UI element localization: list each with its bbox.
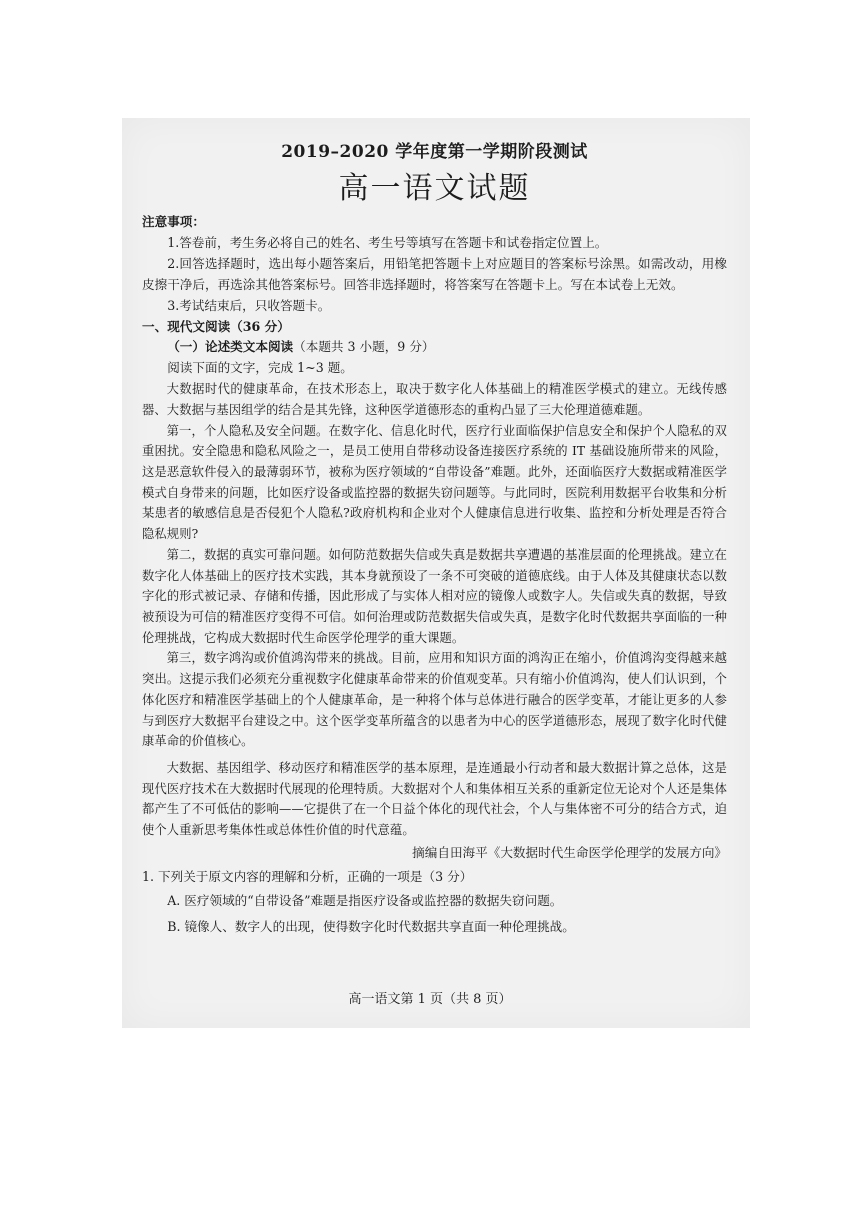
page-footer: 高一语文第 1 页（共 8 页） <box>348 992 512 1007</box>
question-1-option-b: B. 镜像人、数字人的出现，使得数字化时代数据共享直面一种伦理挑战。 <box>167 918 575 934</box>
passage-paragraph: 第二，数据的真实可靠问题。如何防范数据失信或失真是数据共享遭遇的基准层面的伦理挑战。建立在数字化人体基础上的医疗技术实践，其本身就预设了一条不可突破的道德底线。由于人体及其健康状态以数字化的形式被记录、存储和传播，因此形成了与实体人相对应的镜像人或数字人。失信或失真的数据，导致被预设为可信的精准医疗变得不可信。如何治理或防范数据失信或失真，是数字化时代数据共享面临的一种伦理挑战，它构成大数据时代生命医学伦理学的重大课题。 <box>142 547 727 645</box>
subsection-title: （一）论述类文本阅读 <box>167 339 294 355</box>
passage-paragraph: 第一，个人隐私及安全问题。在数字化、信息化时代，医疗行业面临保护信息安全和保护个人隐私的双重困扰。安全隐患和隐私风险之一，是员工使用自带移动设备连接医疗系统的 IT 基础设施所带来的风险，这是恶意软件侵入的最薄弱环节，被称为医疗领域的“自带设备”难题。此外，还面临医疗大数据或精准医学模式自身带来的问题，比如医疗设备或监控器的数据失窃问题等。与此同时，医院利用数据平台收集和分析某患者的敏感信息是否侵犯个人隐私?政府机构和企业对个人健康信息进行收集、监控和分析处理是否符合隐私规则? <box>142 423 727 542</box>
subsection-heading <box>142 337 727 358</box>
notes-heading: 注意事项： <box>142 214 205 229</box>
passage-paragraph: 大数据、基因组学、移动医疗和精准医学的基本原理，是连通最小行动者和最大数据计算之总体，这是现代医疗技术在大数据时代展现的伦理特质。大数据对个人和集体相互关系的重新定位无论对个人还是集体都产生了不可低估的影响——它提供了在一个日益个体化的现代社会，个人与集体密不可分的结合方式，迫使个人重新思考集体性或总体性价值的时代意蕴。 <box>142 760 727 838</box>
note-item: 2.回答选择题时，选出每小题答案后，用铅笔把答题卡上对应题目的答案标号涂黑。如需改动，用橡皮擦干净后，再选涂其他答案标号。回答非选择题时，将答案写在答题卡上。写在本试卷上无效。 <box>142 255 727 292</box>
note-item: 1.答卷前，考生务必将自己的姓名、考生号等填写在答题卡和试卷指定位置上。 <box>167 234 608 250</box>
question-1-stem: 1. 下列关于原文内容的理解和分析，正确的一项是（3 分） <box>142 868 473 884</box>
section-heading: 一、现代文阅读（36 分） <box>142 318 290 334</box>
question-1-option-a: A. 医疗领域的“自带设备”难题是指医疗设备或监控器的数据失窃问题。 <box>167 892 563 908</box>
reading-passage <box>142 379 727 840</box>
passage-source: 摘编自田海平《大数据时代生命医学伦理学的发展方向》 <box>412 844 727 860</box>
reading-instruction: 阅读下面的文字，完成 1~3 题。 <box>167 360 353 376</box>
paper-title: 高一语文试题 <box>338 171 531 206</box>
note-item: 3.考试结束后，只收答题卡。 <box>167 297 331 313</box>
passage-paragraph: 大数据时代的健康革命，在技术形态上，取决于数字化人体基础上的精准医学模式的建立。无线传感器、大数据与基因组学的结合是其先锋，这种医学道德形态的重构凸显了三大伦理道德难题。 <box>142 382 727 417</box>
passage-paragraph: 第三，数字鸿沟或价值鸿沟带来的挑战。目前，应用和知识方面的鸿沟正在缩小，价值鸿沟变得越来越突出。这提示我们必须充分重视数字化健康革命带来的价值观变革。只有缩小价值鸿沟，使人们认识到，个体化医疗和精准医学基础上的个人健康革命，是一种将个体与总体进行融合的医学变革，才能让更多的人参与到医疗大数据平台建设之中。这个医学变革所蕴含的以患者为中心的医学道德形态，展现了数字化时代健康革命的价值核心。 <box>142 651 727 749</box>
subsection-points: （本题共 3 小题，9 分） <box>293 339 435 355</box>
exam-page <box>142 138 727 940</box>
exam-title: 2019–2020 学年度第一学期阶段测试 <box>281 142 588 162</box>
